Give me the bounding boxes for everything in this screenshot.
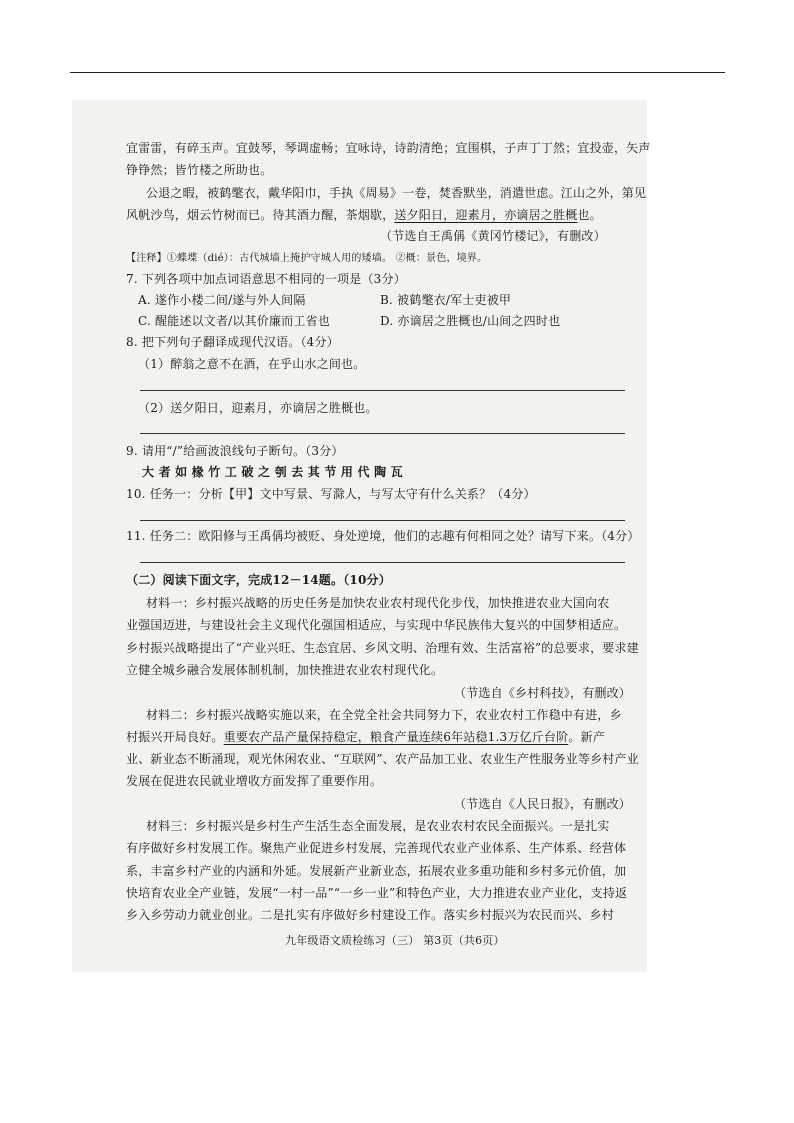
material-2-line: 业、新业态不断涌现，观光休闲农业、“互联网”、农产品加工业、农业生产性服务业等乡村产业 <box>126 752 639 766</box>
answer-line <box>140 390 625 391</box>
material-2-source: （节选自《人民日报》，有删改） <box>454 797 632 811</box>
question-9-sentence: 大 者 如 椽 竹 工 破 之 刳 去 其 节 用 代 陶 瓦 <box>142 465 403 479</box>
passage-text: 风帆沙鸟，烟云竹树而已。待其酒力醒，茶烟歇， <box>126 208 395 222</box>
question-8-item-2: （2）送夕阳日，迎素月，亦谪居之胜概也。 <box>138 401 378 415</box>
material-1-line: 立健全城乡融合发展体制机制，加快推进农业农村现代化。 <box>126 663 444 677</box>
material-1-line: 业强国迈进，与建设社会主义现代化强国相适应，与实现中华民族伟大复兴的中国梦相适应。 <box>126 618 627 632</box>
answer-line <box>140 562 625 563</box>
answer-line <box>140 433 625 434</box>
material-1-line: 乡村振兴战略提出了“产业兴旺、生态宜居、乡风文明、治理有效、生活富裕”的总要求，要求建 <box>126 641 639 655</box>
question-7-option-a: A. 遂作小楼二间/遂与外人间隔 <box>138 293 306 307</box>
question-10: 10. 任务一：分析【甲】文中写景、写滁人，与写太守有什么关系？（4分） <box>126 487 536 501</box>
passage-text: 也。 <box>577 208 602 222</box>
material-2-line: 材料二：乡村振兴战略实施以来，在全党全社会共同努力下，农业农村工作稳中有进，乡 <box>146 708 622 722</box>
passage-line <box>126 207 602 224</box>
passage-line: 铮铮然；皆竹楼之所助也。 <box>126 163 273 177</box>
answer-line <box>140 520 625 521</box>
question-7-stem: 7. 下列各项中加点词语意思不相同的一项是（3分） <box>126 272 406 286</box>
material-2-text: 。新产 <box>568 730 605 744</box>
material-1-source: （节选自《乡村科技》，有删改） <box>454 686 632 700</box>
material-3-line: 有序做好乡村发展工作。聚焦产业促进乡村发展，完善现代农业产业体系、生产体系、经营体 <box>126 841 627 855</box>
annotation-note: 【注释】①蝶堞（dié）：古代城墙上掩护守城人用的矮墙。 ②概：景色，境界。 <box>126 253 488 264</box>
material-3-line: 材料三：乡村振兴是乡村生产生活生态全面发展，是农业农村农民全面振兴。一是扎实 <box>146 819 610 833</box>
material-2-line: 发展在促进农民就业增收方面发挥了重要作用。 <box>126 774 383 788</box>
passage-line: 宜雷雷，有碎玉声。宜鼓琴，琴调虚畅；宜咏诗，诗韵清绝；宜围棋，子声丁丁然；宜投壶，矢声 <box>126 141 651 155</box>
question-11: 11. 任务二：欧阳修与王禹偁均被贬、身处逆境，他们的志趣有何相同之处？请写下来。（4分） <box>126 529 640 543</box>
page-footer: 九年级语文质检练习（三） 第3页（共6页） <box>285 934 505 947</box>
source-citation: （节选自王禹偁《黄冈竹楼记》，有删改） <box>380 229 606 243</box>
material-3-line: 乡入乡劳动力就业创业。二是扎实有序做好乡村建设工作。落实乡村振兴为农民而兴、乡村 <box>126 908 615 922</box>
underlined-sentence: 送夕阳日，迎素月，亦谪居之胜概 <box>394 208 578 222</box>
underlined-sentence: 重要农产品产量保持稳定，粮食产量连续6年站稳1.3万亿斤台阶 <box>223 730 569 744</box>
question-9-stem: 9. 请用“/”给画波浪线句子断句。（3分） <box>126 444 344 458</box>
material-2-line <box>126 729 605 746</box>
top-rule <box>70 72 725 73</box>
material-2-text: 村振兴开局良好。 <box>126 730 224 744</box>
material-3-line: 系，丰富乡村产业的内涵和外延。发展新产业新业态，拓展农业多重功能和乡村多元价值，加 <box>126 864 627 878</box>
passage-line: 公退之暇，被鹤氅衣，戴华阳巾，手执《周易》一卷，焚香默坐，消遣世虑。江山之外，第见 <box>146 186 647 200</box>
question-7-option-d: D. 亦谪居之胜概也/山间之四时也 <box>380 314 561 328</box>
question-7-option-c: C. 醒能述以文者/以其价廉而工省也 <box>138 314 331 328</box>
material-1-line: 材料一：乡村振兴战略的历史任务是加快农业农村现代化步伐，加快推进农业大国向农 <box>146 596 610 610</box>
question-8-stem: 8. 把下列句子翻译成现代汉语。（4分） <box>126 335 339 349</box>
section-2-heading: （二）阅读下面文字，完成12－14题。（10分） <box>126 573 391 587</box>
question-8-item-1: （1）醉翁之意不在酒，在乎山水之间也。 <box>138 357 366 371</box>
material-3-line: 快培育农业全产业链，发展“一村一品”“一乡一业”和特色产业，大力推进农业产业化，支持返 <box>126 886 628 900</box>
question-7-option-b: B. 被鹤氅衣/军士吏被甲 <box>380 293 512 307</box>
